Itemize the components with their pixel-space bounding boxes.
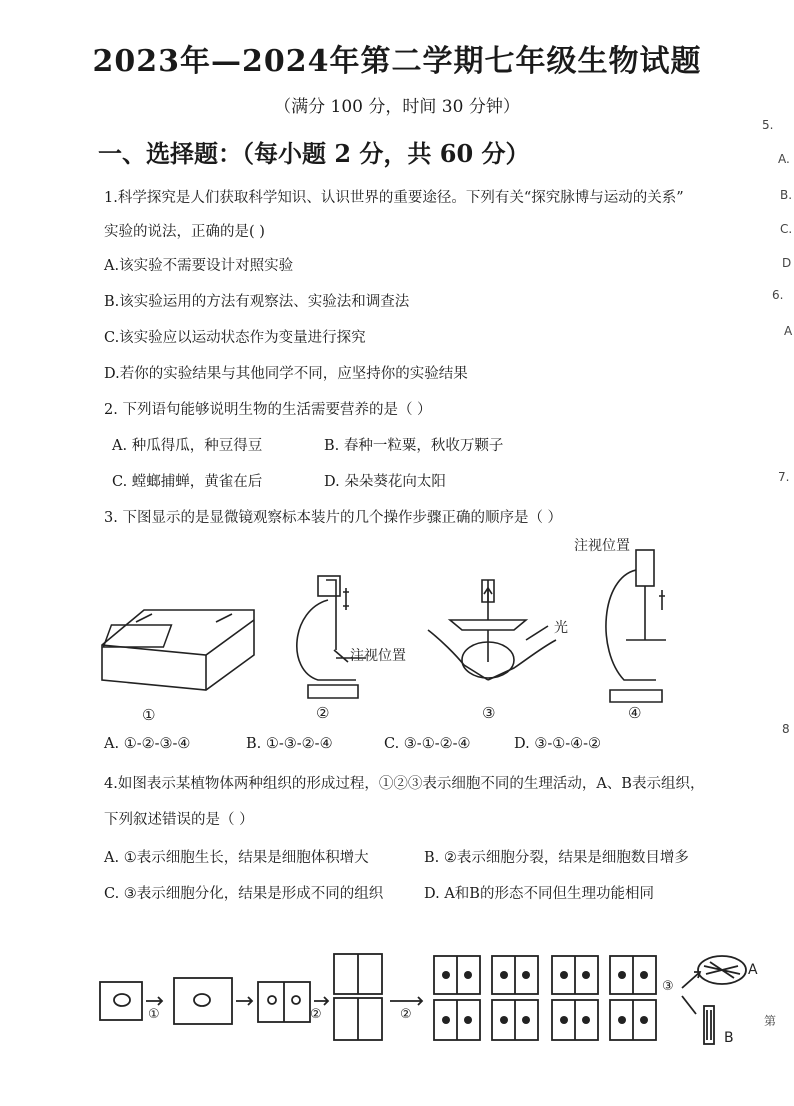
q3-step-3: ③ [482,704,496,722]
exam-subtitle: （满分 100 分，时间 30 分钟） [274,97,520,117]
q4-label-tissue-b: B [724,1030,734,1046]
q3-stem: 3. 下图显示的是显微镜观察标本装片的几个操作步骤正确的顺序是（ ） [104,510,563,526]
q4-option-c: C. ③表示细胞分化，结果是形成不同的组织 [104,886,384,902]
q3-option-a: A. ①-②-③-④ [104,736,191,752]
q3-label-eye-side: 注视位置 [350,648,406,664]
q4-label-step2a: ② [310,1007,322,1022]
q1-option-c: C.该实验应以运动状态作为变量进行探究 [104,330,366,346]
q4-label-tissue-a: A [748,962,758,978]
q4-option-d: D. A和B的形态不同但生理功能相同 [424,886,654,902]
q2-option-d: D. 朵朵葵花向太阳 [324,474,446,490]
q3-microscope-figure [96,530,676,730]
q3-step-4: ④ [628,704,642,722]
q3-label-light: 光 [554,620,568,636]
q4-label-step2b: ② [400,1007,412,1022]
margin-fragment: C. [780,222,793,236]
q2-option-a: A. 种瓜得瓜，种豆得豆 [112,438,263,454]
q4-stem-line2: 下列叙述错误的是（ ） [104,812,254,828]
q4-cell-figure [96,944,766,1054]
q1-stem-line2: 实验的说法，正确的是( ) [104,224,265,240]
margin-fragment: A [784,324,793,338]
q2-option-c: C. 螳螂捕蝉，黄雀在后 [112,474,263,490]
exam-title: 2023年—2024年第二学期七年级生物试题 [92,44,702,79]
margin-fragment: D [782,256,792,270]
margin-fragment: 8 [782,722,790,736]
q2-option-b: B. 春种一粒粟，秋收万颗子 [324,438,504,454]
q1-option-a: A.该实验不需要设计对照实验 [104,258,294,274]
margin-fragment: 6. [772,288,784,302]
q4-option-b: B. ②表示细胞分裂，结果是细胞数目增多 [424,850,689,866]
q4-label-step1: ① [148,1007,160,1022]
q3-option-d: D. ③-①-④-② [514,736,602,752]
margin-fragment: 7. [778,470,790,484]
q2-stem: 2. 下列语句能够说明生物的生活需要营养的是（ ） [104,402,432,418]
margin-fragment: 第 [764,1014,777,1028]
q4-label-step3: ③ [662,979,674,994]
q3-label-eye-top: 注视位置 [574,538,630,554]
margin-fragment: B. [780,188,793,202]
margin-fragment: A. [778,152,790,166]
q1-option-b: B.该实验运用的方法有观察法、实验法和调查法 [104,294,410,310]
margin-fragment: 5. [762,118,774,132]
q3-option-c: C. ③-①-②-④ [384,736,471,752]
q4-stem-line1: 4.如图表示某植物体两种组织的形成过程，①②③表示细胞不同的生理活动，A、B表示组织， [104,776,705,792]
q4-option-a: A. ①表示细胞生长，结果是细胞体积增大 [104,850,369,866]
q1-stem-line1: 1.科学探究是人们获取科学知识、认识世界的重要途径。下列有关“探究脉博与运动的关系” [104,190,684,206]
q1-option-d: D.若你的实验结果与其他同学不同，应坚持你的实验结果 [104,366,468,382]
q3-step-1: ① [142,706,156,724]
section-heading: 一、选择题：（每小题 2 分，共 60 分） [98,139,530,168]
q3-option-b: B. ①-③-②-④ [246,736,333,752]
q3-step-2: ② [316,704,330,722]
